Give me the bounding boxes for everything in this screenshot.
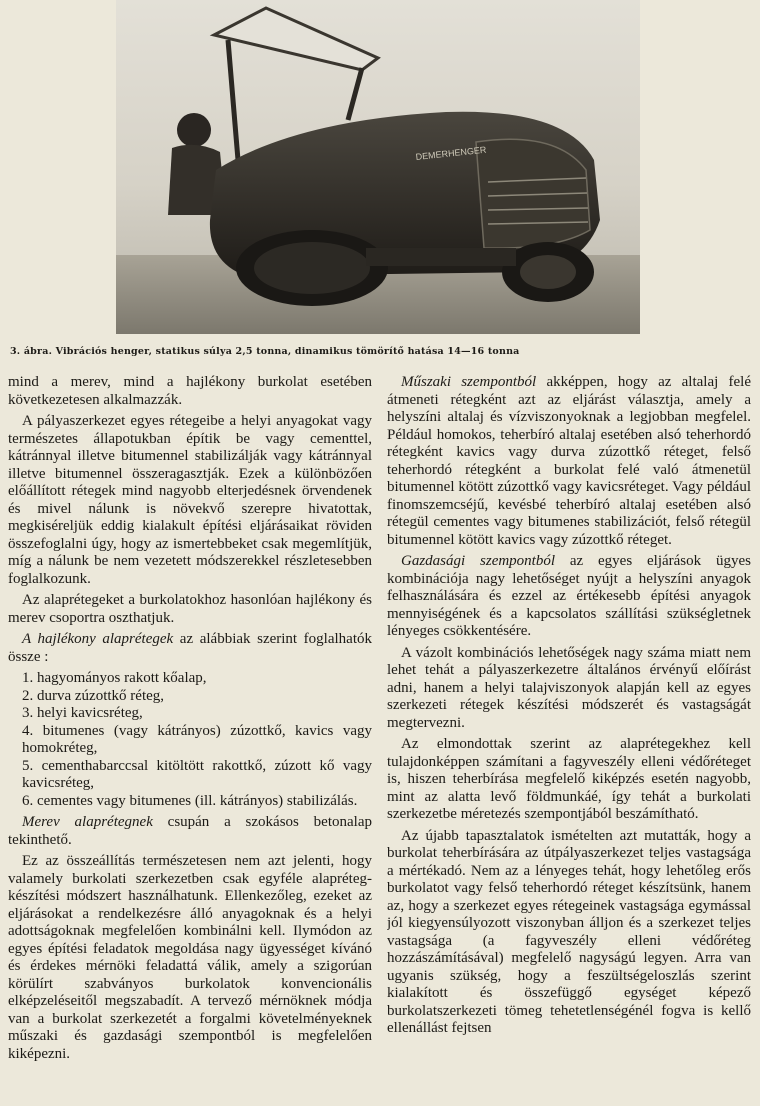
paragraph <box>8 814 372 849</box>
canopy <box>214 8 378 70</box>
paragraph: mind a merev, mind a hajlékony burkolat esetében következetesen alkalmazzák. <box>8 374 372 408</box>
base-layer-list <box>8 670 372 810</box>
paragraph: Ez az összeállítás természetesen nem azt jelenti, hogy valamely burkolati szerkezetben csak egyféle alapréteg-készítési módszert használhatunk. Ellenkezőleg, ezeket az eljárásokat a rendelkezésre álló anyagoknak és a helyi adottságoknak megfelelően kombinálni kell. Ilymódon az egyes építési feladatok megoldása nagy ügyességet kívánó és érdekes mérnöki feladattá válik, amely a szigorúan körülírt szabványos burkolatok konvencionális elképzeléseitől megszabadít. A tervező mérnöknek módja van a burkolat szerkezetét a forgalmi követelményeknek műszaki és gazdasági szempontból is megfelelően kiképezni. <box>8 853 372 1062</box>
paragraph-text: akképpen, hogy az altalaj felé átmeneti rétegként azt az eljárást választja, amely a helyszíni altalaj és vízviszonyoknak a legjobban megfelel. Például homokos, teherbíró altalaj esetében alsó teherhordó rétegként kavics vagy durva zúzottkő réteget, felső teherhordó rétegként a burkolat felé való átmenetül bitumennel kötött zúzottkő vagy kavicsréteget. Vagy például finomszemcséjű, kevésbé teherbíró altalaj esetében alsó rétegül cementes vagy bitumenes stabilizációt, felső rétegül bitumennel kötött kavics vagy zúzottkő réteget. <box>387 374 751 548</box>
paragraph-text: csupán a szokásos betonalap tekinthető. <box>8 814 372 848</box>
list-item: 1. hagyományos rakott kőalap, <box>22 670 207 686</box>
paragraph: A vázolt kombinációs lehetőségek nagy száma miatt nem lehet tehát a pályaszerkezetre általános érvényű előírást adni, hanem a helyi talajviszonyok alapján kell az egyes szerkezeti rétegek készítési módszerét és vastagságát megtervezni. <box>387 644 751 731</box>
right-column <box>387 374 751 1100</box>
chassis <box>366 248 516 266</box>
list-item: 3. helyi kavicsréteg, <box>22 705 143 721</box>
paragraph: Az elmondottak szerint az alaprétegekhez kell tulajdonképpen számítani a fagyveszély elleni védőréteget is, hiszen teherbírása megfelelő kiképzés esetén nagyobb, mint az alatta levő földmunkáé, így tehát a burkolati szerkezetbe méretezés szempontjából beszámítható. <box>387 736 751 822</box>
drum-rim <box>254 242 370 294</box>
emphasis: Merev alaprétegnek <box>22 814 153 830</box>
list-item: 4. bitumenes (vagy kátrányos) zúzottkő, kavics vagy homokréteg, <box>22 722 372 756</box>
emphasis: A hajlékony alaprétegek <box>22 631 174 647</box>
list-item: 5. cementhabarccsal kitöltött rakottkő, zúzott kő vagy kavicsréteg, <box>22 757 372 791</box>
operator-head <box>177 113 211 147</box>
paragraph: Az alaprétegeket a burkolatokhoz hasonlóan hajlékony és merev csoportra oszthatjuk. <box>8 592 372 626</box>
list-item: 2. durva zúzottkő réteg, <box>22 687 165 704</box>
paragraph <box>8 631 372 666</box>
paragraph-text: az alábbiak szerint foglalhatók össze : <box>8 631 372 665</box>
machine-plate: DEMERHENGER <box>415 144 487 162</box>
figure-caption: 3. ábra. Vibrációs henger, statikus súlya 2,5 tonna, dinamikus tömörítő hatása 14—16 tonna <box>10 346 520 357</box>
paragraph: A pályaszerkezet egyes rétegeibe a helyi anyagokat vagy természetes állapotukban építik be vagy cementtel, kátránnyal illetve bitumennel stabilizálják vagy kátránnyal illetve bitumennel összeragasztják. Ezek a különbözően előállított rétegek mind nagyobb elterjedésnek örvendenek és mivel nálunk is növekvő szerepre hivatottak, megkiséreljük eddig kialakult építési eljárásaikat röviden összefoglalni úgy, hogy az ismertebbeket csak megemlítjük, míg a nálunk be nem vezetett módszerekkel részletesebben foglalkozunk. <box>8 413 372 587</box>
canopy-post <box>348 68 362 120</box>
paragraph: Az újabb tapasztalatok ismételten azt mutatták, hogy a burkolat teherbírására az útpályaszerkezet teljes vastagsága a mértékadó. Nem az a lényeges tehát, hogy lehetőleg erős burkolatot vagy felső teherhordó réteget készítsünk, hanem az, hogy a szerkezet egyes rétegeinek vastagsága egymással jól kiegyensúlyozott viszonyban álljon és a szerkezet teljes vastagsága (a fagyveszély elleni védőréteg hozzászámításával) megfelelő nagyságú legyen. Arra van ugyanis szükség, hogy a feszültségeloszlás szerint kialakított és összefüggő egységet képező burkolatszerkezeti tömeg tehetetlenségénél fogva is kellő ellenállást fejtsen <box>387 827 751 1036</box>
rear-wheel-hub <box>520 255 576 289</box>
paragraph <box>387 553 751 641</box>
canopy-post <box>228 40 238 160</box>
roller-photo <box>116 0 640 334</box>
vibratory-roller-illustration <box>116 0 640 334</box>
emphasis: Műszaki szempontból <box>401 374 537 390</box>
list-item: 6. cementes vagy bitumenes (ill. kátrányos) stabilizálás. <box>22 792 358 809</box>
emphasis: Gazdasági szempontból <box>401 553 556 569</box>
paragraph <box>387 374 751 549</box>
left-column <box>8 374 372 1100</box>
paragraph-text: az egyes eljárások ügyes kombinációja nagy lehetőséget nyújt a helyszíni anyagok felhasználására és ezzel az értékesebb építési anyagok mennyiségének és a kapcsolatos szállítási szükségletnek lényeges csökkentésére. <box>387 553 751 639</box>
